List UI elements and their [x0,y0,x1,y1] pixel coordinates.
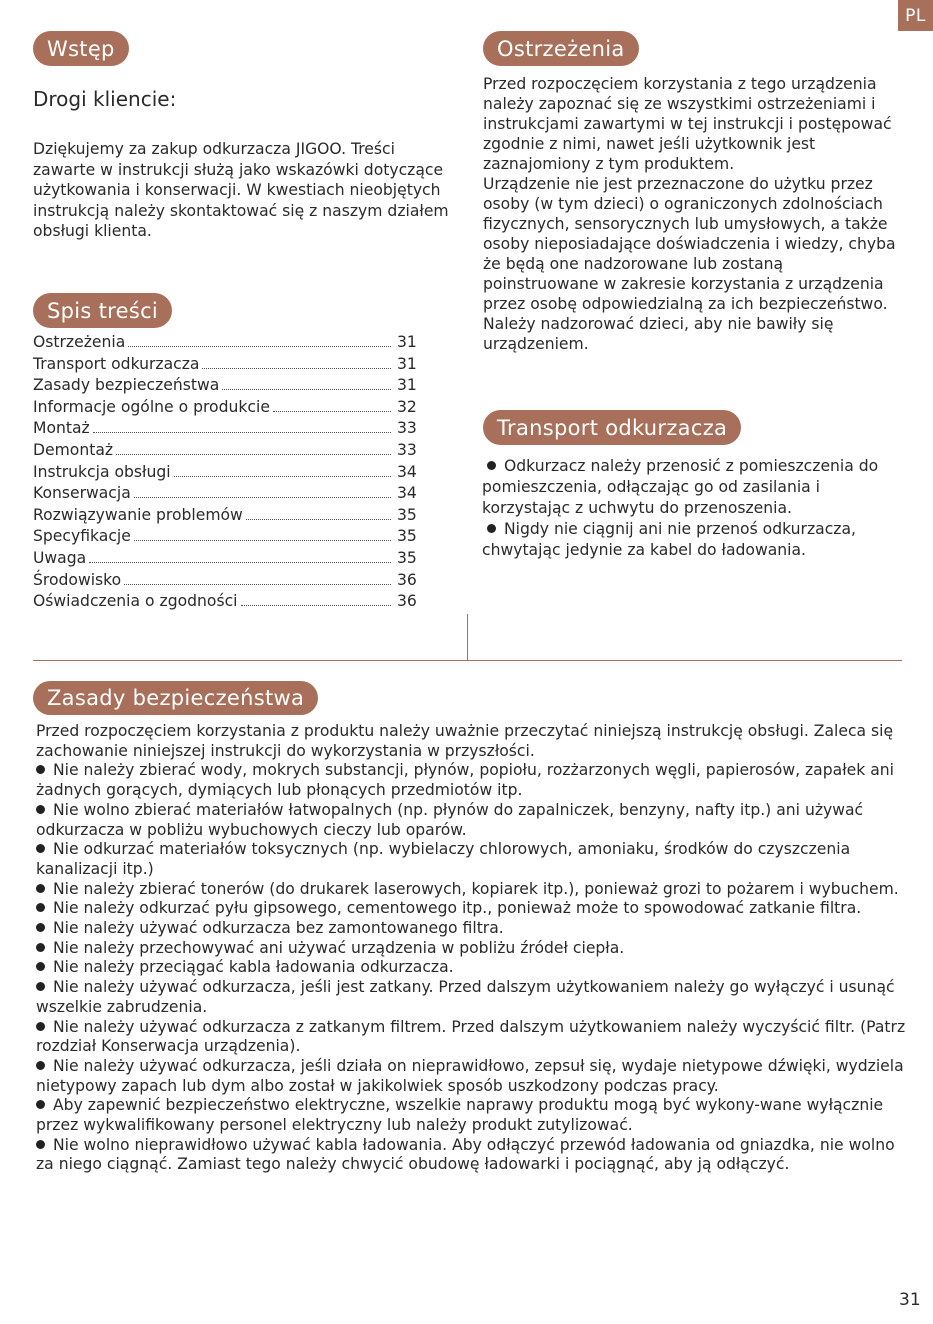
safety-intro: Przed rozpoczęciem korzystania z produktu należy uważnie przeczytać niniejszą instrukcję obsługi. Zaleca się zachowanie niniejszej instrukcji do wykorzystania w przyszłości. [36,722,894,760]
intro-heading: Wstęp [33,31,129,66]
toc-leader-dots [222,389,391,390]
toc-item-page: 35 [397,548,417,567]
safety-item [36,801,906,840]
toc-item-page: 31 [397,354,417,373]
toc-item [33,527,423,549]
toc-item-page: 34 [397,462,417,481]
vertical-divider [467,614,468,661]
bullet-icon [36,1100,45,1109]
toc-item [33,333,423,355]
toc-item [33,419,423,441]
toc-item [33,549,423,571]
list-item [482,519,912,561]
warnings-paragraph: Przed rozpoczęciem korzystania z tego urządzenia należy zapoznać się ze wszystkimi ostrzeżeniami i instrukcjami zawartymi w tej instrukcji i postępować zgodnie z nimi, nawet jeśli użytkownik jest zaznajomiony z tym produktem. [483,75,892,173]
toc-leader-dots [134,540,391,541]
toc-heading: Spis treści [33,293,172,328]
bullet-icon [36,1061,45,1070]
toc-item-label: Informacje ogólne o produkcie [33,397,270,416]
safety-item [36,840,906,879]
toc-item [33,571,423,593]
toc-item-page: 36 [397,570,417,589]
toc-item-page: 35 [397,527,417,546]
bullet-icon [36,903,45,912]
warnings-heading: Ostrzeżenia [483,31,639,66]
safety-item-text: Nie należy używać odkurzacza, jeśli działa on nieprawidłowo, zepsuł się, wydaje nietypowe dźwięki, wydziela nietypowy zapach lub dym albo został w jakikolwiek sposób uszkodzony podczas pracy. [36,1056,904,1095]
intro-text: Dziękujemy za zakup odkurzacza JIGOO. Treści zawarte w instrukcji służą jako wskazówki dotyczące użytkowania i konserwacji. W kwestiach nieobjętych instrukcją należy skontaktować się z naszym działem obsługi klienta. [33,140,449,240]
toc-item-label: Ostrzeżenia [33,333,126,351]
toc-item-label: Demontaż [33,440,114,459]
bullet-icon [36,923,45,932]
safety-item-text: Nie należy przeciągać kabla ładowania odkurzacza. [53,958,454,977]
toc-item-label: Oświadczenia o zgodności [33,592,238,611]
bullet-icon [487,461,496,470]
toc-item-label: Środowisko [33,570,122,589]
greeting: Drogi kliencie: [33,87,177,111]
warnings-paragraph: Należy nadzorować dzieci, aby nie bawiły się urządzeniem. [483,315,834,353]
toc-leader-dots [246,519,391,520]
safety-item [36,939,906,959]
toc-item-label: Rozwiązywanie problemów [33,505,243,524]
bullet-icon [36,1022,45,1031]
toc-leader-dots [273,411,391,412]
safety-item [36,978,906,1017]
toc-item-page: 31 [397,376,417,395]
safety-item-text: Nie wolno zbierać materiałów łatwopalnych (np. płynów do zapalniczek, benzyny, nafty itp.) ani używać odkurzacza w pobliżu wybuchowych cieczy lub oparów. [36,800,864,839]
safety-item-text: Nie należy używać odkurzacza bez zamontowanego filtra. [53,919,504,938]
safety-item [36,761,906,800]
toc-item-label: Specyfikacje [33,527,131,546]
horizontal-divider [33,660,902,661]
safety-item-text: Nie należy używać odkurzacza, jeśli jest zatkany. Przed dalszym użytkowaniem należy go wyłączyć i usunąć wszelkie zabrudzenia. [36,978,895,1016]
safety-item-text: Nie należy zbierać wody, mokrych substancji, płynów, popiołu, rozżarzonych węgli, papierosów, zapałek ani żadnych gorących, dymiących lub płonących przedmiotów itp. [36,761,894,800]
toc-item [33,398,423,420]
transport-heading: Transport odkurzacza [483,410,741,445]
bullet-icon [36,1140,45,1149]
toc-item [33,355,423,377]
toc-leader-dots [89,562,391,563]
safety-item-text: Nie należy zbierać tonerów (do drukarek laserowych, kopiarek itp.), ponieważ grozi to pożarem i wybuchem. [53,879,899,898]
toc-item [33,376,423,398]
toc-item [33,484,423,506]
safety-item-text: Aby zapewnić bezpieczeństwo elektryczne, wszelkie naprawy produktu mogą być wykony-wane wyłącznie przez wykwalifikowany personel elektryczny lub należy produkt zutylizować. [36,1096,884,1135]
safety-item [36,919,906,939]
toc-item [33,506,423,528]
list-item-text: Odkurzacz należy przenosić z pomieszczenia do pomieszczenia, odłączając go od zasilania i korzystając z uchwytu do przenoszenia. [482,457,879,517]
bullet-icon [36,962,45,971]
list-item-text: Nigdy nie ciągnij ani nie przenoś odkurzacza, chwytając jedynie za kabel do ładowania. [482,520,856,559]
safety-heading: Zasady bezpieczeństwa [33,681,318,715]
safety-item [36,1018,906,1057]
toc-item-label: Konserwacja [33,484,131,503]
toc-item [33,441,423,463]
toc-item-page: 35 [397,505,417,524]
table-of-contents [33,333,423,614]
toc-item [33,463,423,485]
toc-leader-dots [134,497,391,498]
toc-item-label: Uwaga [33,548,87,567]
toc-item-page: 33 [397,419,417,438]
bullet-icon [36,765,45,774]
toc-leader-dots [241,605,392,606]
toc-item-page: 34 [397,484,417,503]
safety-item-text: Nie odkurzać materiałów toksycznych (np. wybielaczy chlorowych, amoniaku, środków do czyszczenia kanalizacji itp.) [36,840,851,878]
toc-leader-dots [202,368,391,369]
bullet-icon [36,982,45,991]
toc-item [33,592,423,614]
toc-item-label: Zasady bezpieczeństwa [33,376,220,395]
bullet-icon [36,884,45,893]
safety-item [36,1136,906,1175]
warnings-paragraph: Urządzenie nie jest przeznaczone do użytku przez osoby (w tym dzieci) o ograniczonych zdolnościach fizycznych, sensorycznych lub umysłowych, a także osoby nieposiadające doświadczenia i wiedzy, chyba że będą one nadzorowane lub zostaną poinstruowane w zakresie korzystania z urządzenia przez osobę odpowiedzialną za ich bezpieczeństwo. [483,175,896,313]
toc-item-label: Instrukcja obsługi [33,462,171,481]
safety-text [36,722,906,1175]
toc-item-page: 36 [397,592,417,611]
toc-item-page: 33 [397,440,417,459]
toc-item-page: 31 [397,333,417,351]
bullet-icon [36,943,45,952]
safety-item-text: Nie należy odkurzać pyłu gipsowego, cementowego itp., ponieważ może to spowodować zatkanie filtra. [53,899,862,918]
safety-item-text: Nie należy przechowywać ani używać urządzenia w pobliżu źródeł ciepła. [53,938,625,957]
safety-item [36,958,906,978]
list-item [482,456,912,519]
language-tab: PL [898,0,933,31]
toc-leader-dots [174,476,391,477]
bullet-icon [36,805,45,814]
bullet-icon [36,844,45,853]
page-number: 31 [899,1290,921,1310]
toc-leader-dots [128,346,391,347]
toc-leader-dots [93,432,391,433]
toc-leader-dots [124,584,391,585]
toc-item-label: Montaż [33,419,90,438]
safety-item [36,899,906,919]
safety-item [36,880,906,900]
toc-item-label: Transport odkurzacza [33,354,200,373]
bullet-icon [487,524,496,533]
safety-item [36,1057,906,1096]
toc-item-page: 32 [397,397,417,416]
safety-item-text: Nie należy używać odkurzacza z zatkanym filtrem. Przed dalszym użytkowaniem należy wyczyścić filtr. (Patrz rozdział Konserwacja urządzenia). [36,1017,906,1056]
warnings-text [483,74,903,354]
safety-item-text: Nie wolno nieprawidłowo używać kabla ładowania. Aby odłączyć przewód ładowania od gniazdka, nie wolno za niego ciągnąć. Zamiast tego należy chwycić obudowę ładowarki i pociągnąć, aby ją odłączyć. [36,1135,895,1174]
toc-leader-dots [116,454,391,455]
safety-item [36,1096,906,1135]
transport-list [482,456,912,561]
